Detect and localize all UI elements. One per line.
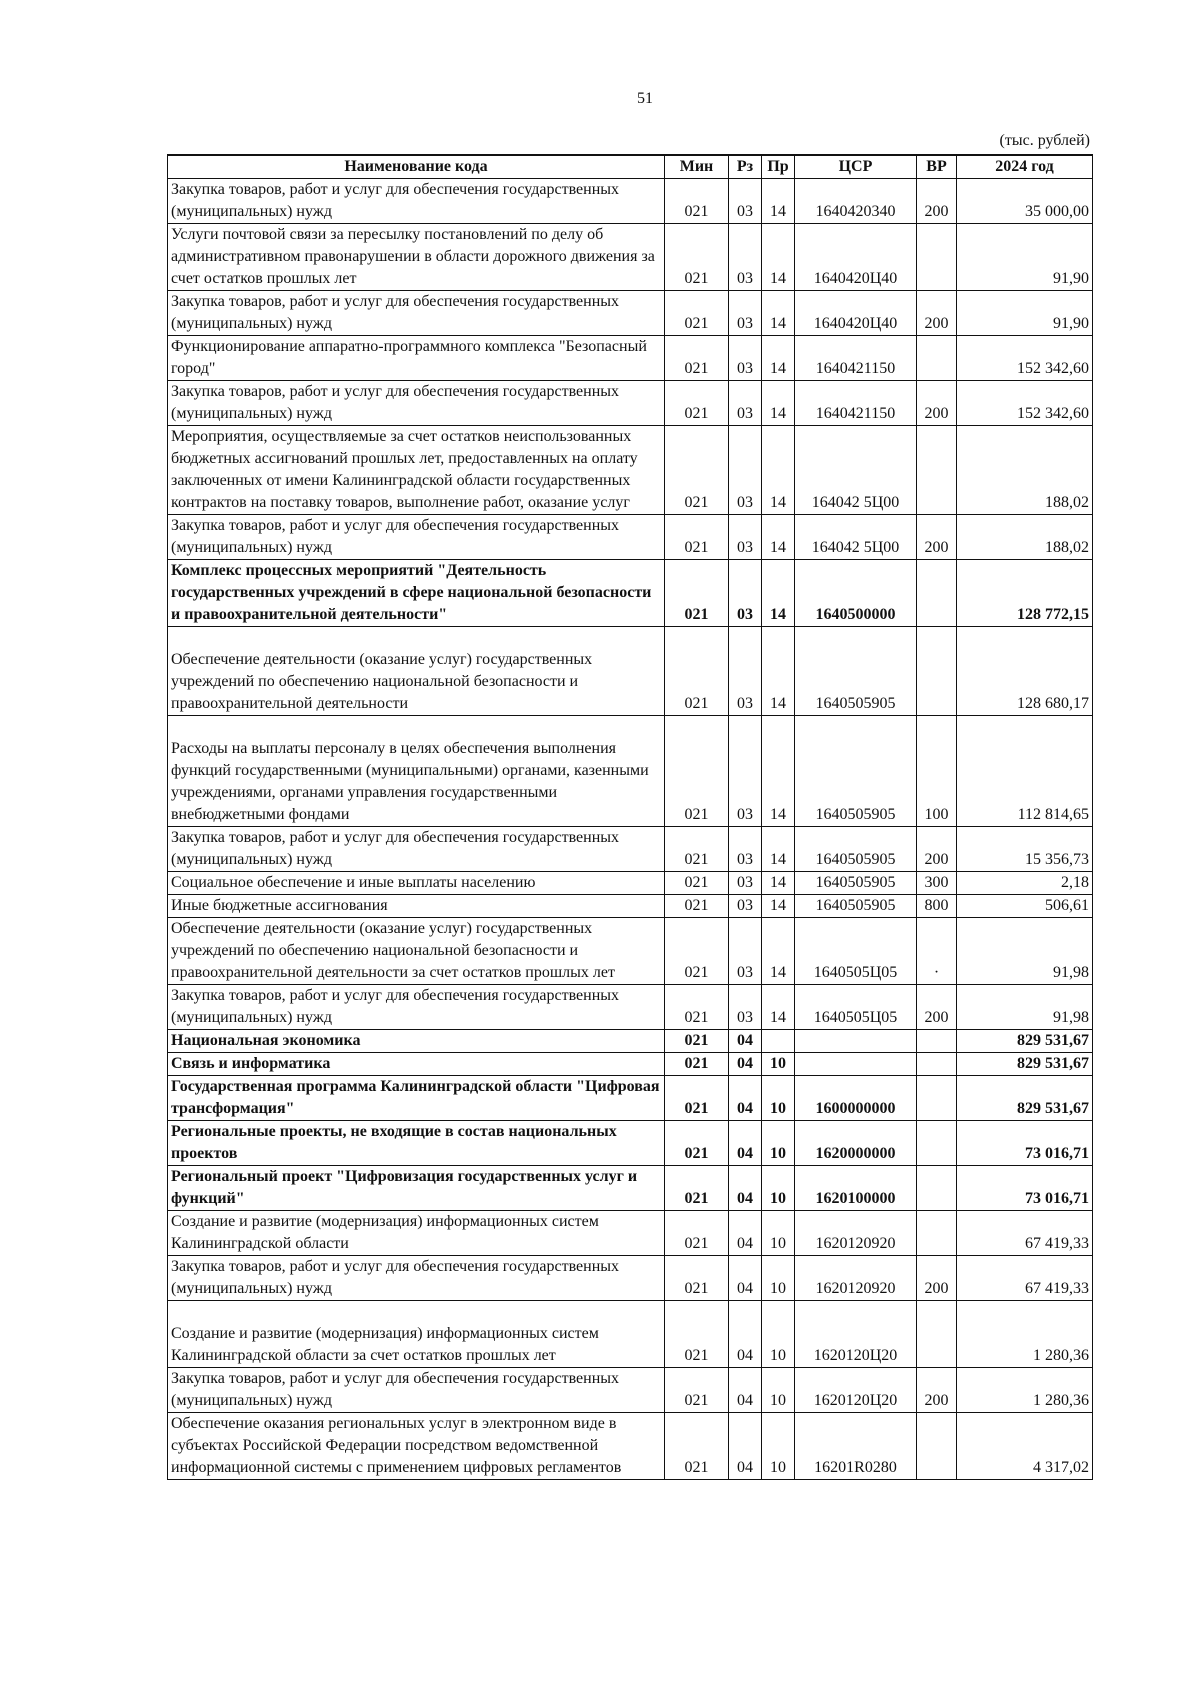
row-name: Государственная программа Калининградской области "Цифровая трансформация" [168,1076,665,1121]
row-name: Обеспечение оказания региональных услуг в электронном виде в субъектах Российской Федерации посредством ведомственной информационной системы с применением цифровых регламентов [168,1413,665,1480]
row-min: 021 [665,1301,729,1368]
row-vr: 200 [917,515,957,560]
table-row [168,515,1093,560]
row-min: 021 [665,1368,729,1413]
row-sum: 67 419,33 [957,1256,1093,1301]
row-name: Закупка товаров, работ и услуг для обеспечения государственных (муниципальных) нужд [168,827,665,872]
row-sum: 35 000,00 [957,179,1093,224]
row-pr: 14 [762,426,795,515]
table-row [168,224,1093,291]
row-min: 021 [665,872,729,895]
row-vr [917,1076,957,1121]
row-csr: 164042 5Ц00 [795,426,917,515]
row-name: Создание и развитие (модернизация) информационных систем Калининградской области [168,1211,665,1256]
row-pr: 10 [762,1301,795,1368]
row-pr: 10 [762,1368,795,1413]
row-sum: 128 680,17 [957,627,1093,716]
row-csr: 1620120920 [795,1211,917,1256]
table-row [168,1166,1093,1211]
row-sum: 91,98 [957,985,1093,1030]
row-name: Региональный проект "Цифровизация государственных услуг и функций" [168,1166,665,1211]
table-row [168,179,1093,224]
row-min: 021 [665,627,729,716]
row-name: Закупка товаров, работ и услуг для обеспечения государственных (муниципальных) нужд [168,515,665,560]
row-name: Расходы на выплаты персоналу в целях обеспечения выполнения функций государственными (муниципальными) органами, казенными учреждениями, органами управления государственными внебюджетными фондами [168,716,665,827]
table-row [168,1413,1093,1480]
row-name: Мероприятия, осуществляемые за счет остатков неиспользованных бюджетных ассигнований прошлых лет, предоставленных на оплату заключенных от имени Калининградской области государственных контрактов на поставку товаров, выполнение работ, оказание услуг [168,426,665,515]
row-sum: 1 280,36 [957,1368,1093,1413]
row-sum: 506,61 [957,895,1093,918]
table-row [168,1076,1093,1121]
row-name: Закупка товаров, работ и услуг для обеспечения государственных (муниципальных) нужд [168,1368,665,1413]
row-min: 021 [665,1166,729,1211]
table-row [168,872,1093,895]
row-min: 021 [665,560,729,627]
row-pr: 14 [762,224,795,291]
row-name: Закупка товаров, работ и услуг для обеспечения государственных (муниципальных) нужд [168,381,665,426]
row-csr: 1640505Ц05 [795,985,917,1030]
row-csr: 1620120920 [795,1256,917,1301]
row-vr [917,1211,957,1256]
row-csr: 1640505Ц05 [795,918,917,985]
row-pr: 10 [762,1211,795,1256]
row-sum: 152 342,60 [957,381,1093,426]
row-name: Услуги почтовой связи за пересылку постановлений по делу об административном правонарушении в области дорожного движения за счет остатков прошлых лет [168,224,665,291]
row-min: 021 [665,1053,729,1076]
row-name: Национальная экономика [168,1030,665,1053]
row-name: Закупка товаров, работ и услуг для обеспечения государственных (муниципальных) нужд [168,1256,665,1301]
row-vr [917,1030,957,1053]
row-sum: 829 531,67 [957,1076,1093,1121]
table-row [168,560,1093,627]
row-sum: 73 016,71 [957,1166,1093,1211]
table-row [168,627,1093,716]
row-csr: 1640420340 [795,179,917,224]
row-pr: 14 [762,716,795,827]
row-csr: 1620100000 [795,1166,917,1211]
row-vr [917,1166,957,1211]
row-csr [795,1053,917,1076]
row-sum: 829 531,67 [957,1030,1093,1053]
row-vr: · [917,918,957,985]
row-min: 021 [665,827,729,872]
row-pr: 14 [762,985,795,1030]
row-min: 021 [665,291,729,336]
row-csr: 1640421150 [795,381,917,426]
row-name: Закупка товаров, работ и услуг для обеспечения государственных (муниципальных) нужд [168,985,665,1030]
table-row [168,1368,1093,1413]
row-sum: 15 356,73 [957,827,1093,872]
row-csr [795,1030,917,1053]
row-csr: 164042 5Ц00 [795,515,917,560]
row-rz: 03 [729,918,762,985]
row-rz: 03 [729,827,762,872]
row-min: 021 [665,895,729,918]
row-sum: 1 280,36 [957,1301,1093,1368]
row-vr: 200 [917,1256,957,1301]
table-row [168,827,1093,872]
table-row [168,291,1093,336]
row-min: 021 [665,1076,729,1121]
row-sum: 829 531,67 [957,1053,1093,1076]
row-csr: 1640505905 [795,627,917,716]
header-vr: ВР [917,155,957,179]
row-min: 021 [665,381,729,426]
row-rz: 03 [729,872,762,895]
row-vr [917,224,957,291]
row-sum: 112 814,65 [957,716,1093,827]
row-min: 021 [665,515,729,560]
row-min: 021 [665,426,729,515]
row-sum: 73 016,71 [957,1121,1093,1166]
row-vr: 200 [917,1368,957,1413]
table-row [168,1301,1093,1368]
row-csr: 1640500000 [795,560,917,627]
row-csr: 1620120Ц20 [795,1368,917,1413]
row-sum: 152 342,60 [957,336,1093,381]
row-vr [917,336,957,381]
row-min: 021 [665,1030,729,1053]
row-name: Иные бюджетные ассигнования [168,895,665,918]
row-min: 021 [665,1413,729,1480]
table-row [168,1030,1093,1053]
row-pr [762,1030,795,1053]
row-pr: 14 [762,381,795,426]
row-pr: 14 [762,895,795,918]
row-csr: 1640420Ц40 [795,224,917,291]
row-rz: 04 [729,1211,762,1256]
row-rz: 03 [729,716,762,827]
row-name: Обеспечение деятельности (оказание услуг) государственных учреждений по обеспечению национальной безопасности и правоохранительной деятельности за счет остатков прошлых лет [168,918,665,985]
row-vr [917,426,957,515]
row-rz: 04 [729,1053,762,1076]
row-vr: 800 [917,895,957,918]
header-rz: Рз [729,155,762,179]
row-sum: 188,02 [957,515,1093,560]
row-rz: 03 [729,224,762,291]
page-number: 51 [637,90,653,107]
row-pr: 10 [762,1053,795,1076]
row-name: Создание и развитие (модернизация) информационных систем Калининградской области за счет остатков прошлых лет [168,1301,665,1368]
table-row [168,716,1093,827]
table-row [168,1211,1093,1256]
row-min: 021 [665,224,729,291]
row-name: Функционирование аппаратно-программного комплекса "Безопасный город" [168,336,665,381]
row-rz: 04 [729,1030,762,1053]
row-pr: 14 [762,627,795,716]
row-rz: 04 [729,1121,762,1166]
row-csr: 1620120Ц20 [795,1301,917,1368]
row-rz: 04 [729,1368,762,1413]
row-sum: 2,18 [957,872,1093,895]
row-sum: 91,98 [957,918,1093,985]
row-vr: 200 [917,381,957,426]
row-vr: 200 [917,827,957,872]
row-vr [917,627,957,716]
row-vr: 300 [917,872,957,895]
row-pr: 14 [762,515,795,560]
header-name: Наименование кода [168,155,665,179]
row-rz: 04 [729,1166,762,1211]
table-header-row [168,155,1093,179]
row-sum: 91,90 [957,291,1093,336]
table-row [168,426,1093,515]
row-pr: 10 [762,1256,795,1301]
row-csr: 1640505905 [795,716,917,827]
row-csr: 1640505905 [795,895,917,918]
row-sum: 4 317,02 [957,1413,1093,1480]
row-pr: 10 [762,1413,795,1480]
row-rz: 03 [729,336,762,381]
row-name: Обеспечение деятельности (оказание услуг) государственных учреждений по обеспечению национальной безопасности и правоохранительной деятельности [168,627,665,716]
row-sum: 91,90 [957,224,1093,291]
row-min: 021 [665,1211,729,1256]
row-pr: 14 [762,291,795,336]
row-pr: 14 [762,560,795,627]
row-min: 021 [665,1121,729,1166]
row-csr: 1600000000 [795,1076,917,1121]
row-vr [917,560,957,627]
table-row [168,895,1093,918]
row-sum: 128 772,15 [957,560,1093,627]
row-pr: 14 [762,918,795,985]
table-row [168,381,1093,426]
row-rz: 03 [729,426,762,515]
row-pr: 14 [762,336,795,381]
row-rz: 03 [729,560,762,627]
header-pr: Пр [762,155,795,179]
row-rz: 03 [729,985,762,1030]
table-row [168,1256,1093,1301]
row-csr: 1640421150 [795,336,917,381]
row-vr: 200 [917,291,957,336]
row-min: 021 [665,336,729,381]
row-rz: 04 [729,1301,762,1368]
table-row [168,985,1093,1030]
row-name: Региональные проекты, не входящие в состав национальных проектов [168,1121,665,1166]
row-vr: 100 [917,716,957,827]
row-min: 021 [665,918,729,985]
table-row [168,918,1093,985]
row-csr: 1620000000 [795,1121,917,1166]
header-csr: ЦСР [795,155,917,179]
row-vr [917,1301,957,1368]
row-vr [917,1413,957,1480]
table-row [168,336,1093,381]
units-label: (тыс. рублей) [999,132,1090,149]
row-csr: 1640505905 [795,827,917,872]
row-rz: 03 [729,515,762,560]
header-min: Мин [665,155,729,179]
row-rz: 03 [729,179,762,224]
row-pr: 14 [762,179,795,224]
table-row [168,1053,1093,1076]
row-csr: 16201R0280 [795,1413,917,1480]
row-csr: 1640420Ц40 [795,291,917,336]
row-vr: 200 [917,179,957,224]
row-name: Комплекс процессных мероприятий "Деятельность государственных учреждений в сфере национальной безопасности и правоохранительной деятельности" [168,560,665,627]
row-rz: 04 [729,1076,762,1121]
row-vr [917,1053,957,1076]
row-min: 021 [665,985,729,1030]
row-name: Закупка товаров, работ и услуг для обеспечения государственных (муниципальных) нужд [168,179,665,224]
row-pr: 14 [762,872,795,895]
row-name: Социальное обеспечение и иные выплаты населению [168,872,665,895]
row-name: Закупка товаров, работ и услуг для обеспечения государственных (муниципальных) нужд [168,291,665,336]
row-csr: 1640505905 [795,872,917,895]
row-rz: 03 [729,291,762,336]
row-rz: 03 [729,627,762,716]
row-sum: 67 419,33 [957,1211,1093,1256]
row-rz: 04 [729,1256,762,1301]
row-sum: 188,02 [957,426,1093,515]
row-name: Связь и информатика [168,1053,665,1076]
row-pr: 10 [762,1076,795,1121]
row-rz: 04 [729,1413,762,1480]
row-vr [917,1121,957,1166]
budget-table [167,154,1093,1480]
row-pr: 10 [762,1121,795,1166]
row-vr: 200 [917,985,957,1030]
table-row [168,1121,1093,1166]
row-rz: 03 [729,381,762,426]
row-min: 021 [665,716,729,827]
row-rz: 03 [729,895,762,918]
row-min: 021 [665,179,729,224]
row-min: 021 [665,1256,729,1301]
header-sum: 2024 год [957,155,1093,179]
row-pr: 14 [762,827,795,872]
row-pr: 10 [762,1166,795,1211]
